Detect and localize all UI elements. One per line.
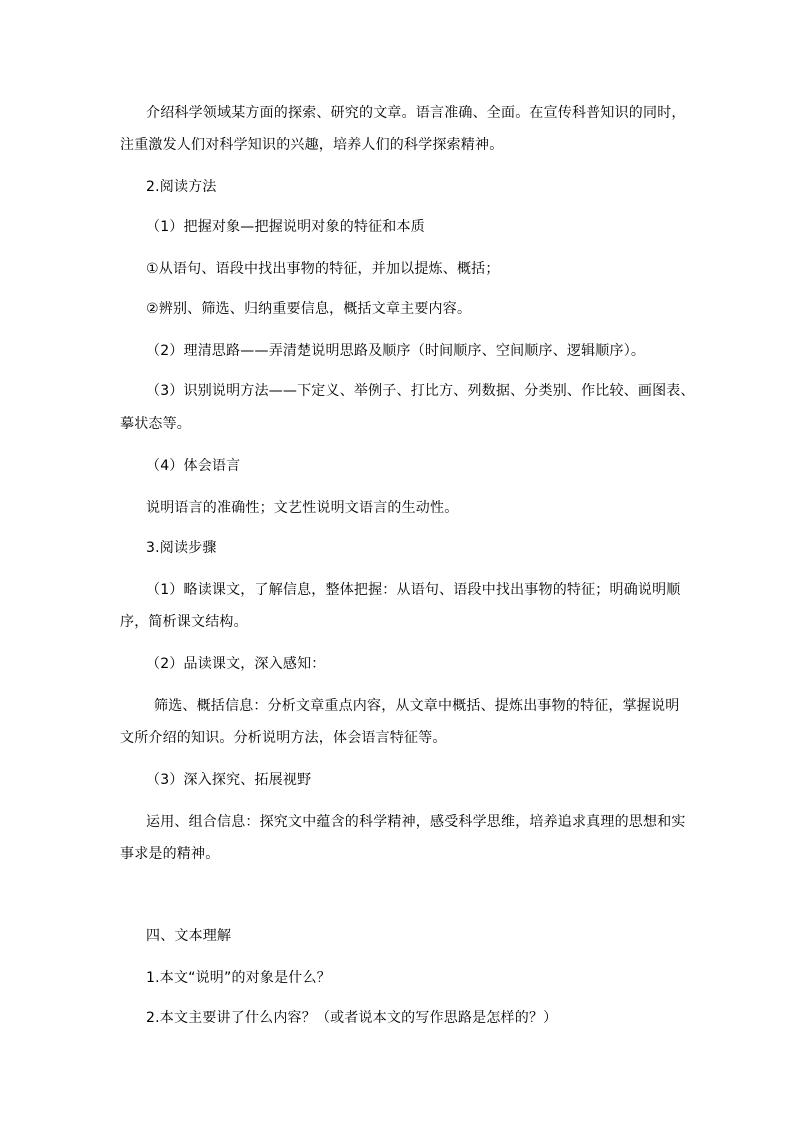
question-1: 1.本文“说明”的对象是什么？ (146, 970, 331, 986)
method-2: （2）理清思路——弄清楚说明思路及顺序（时间顺序、空间顺序、逻辑顺序）。 (146, 343, 646, 359)
method-4-body: 说明语言的准确性；文艺性说明文语言的生动性。 (146, 500, 459, 516)
intro-line-2: 注重激发人们对科学知识的兴趣，培养人们的科学探索精神。 (120, 137, 504, 153)
step-1-line-1: （1）略读课文，了解信息，整体把握：从语句、语段中找出事物的特征；明确说明顺 (146, 582, 681, 598)
reading-steps-heading: 3.阅读步骤 (146, 540, 217, 556)
intro-line-1: 介绍科学领域某方面的探索、研究的文章。语言准确、全面。在宣传科普知识的同时， (146, 105, 686, 121)
section-4-heading: 四、文本理解 (146, 928, 232, 944)
step-3-body-line-1: 运用、组合信息：探究文中蕴含的科学精神，感受科学思维，培养追求真理的思想和实 (146, 814, 686, 830)
method-4-title: （4）体会语言 (146, 458, 241, 474)
step-2-title: （2）品读课文，深入感知： (146, 656, 326, 672)
method-3-line-1: （3）识别说明方法——下定义、举例子、打比方、列数据、分类别、作比较、画图表、 (146, 383, 695, 399)
method-3-line-2: 摹状态等。 (120, 416, 191, 432)
method-1-point-2: ②辨别、筛选、归纳重要信息，概括文章主要内容。 (146, 301, 472, 317)
reading-method-heading: 2.阅读方法 (146, 179, 217, 195)
step-1-line-2: 序，简析课文结构。 (120, 614, 248, 630)
method-1-title: （1）把握对象—把握说明对象的特征和本质 (146, 219, 425, 235)
step-3-title: （3）深入探究、拓展视野 (146, 772, 312, 788)
step-2-body-line-2: 文所介绍的知识。分析说明方法，体会语言特征等。 (120, 730, 447, 746)
method-1-point-1: ①从语句、语段中找出事物的特征，并加以提炼、概括； (146, 261, 500, 277)
step-2-body-line-1: 筛选、概括信息：分析文章重点内容，从文章中概括、提炼出事物的特征，掌握说明 (154, 698, 680, 714)
question-2: 2.本文主要讲了什么内容？（或者说本文的写作思路是怎样的？） (146, 1010, 558, 1026)
step-3-body-line-2: 事求是的精神。 (120, 846, 220, 862)
